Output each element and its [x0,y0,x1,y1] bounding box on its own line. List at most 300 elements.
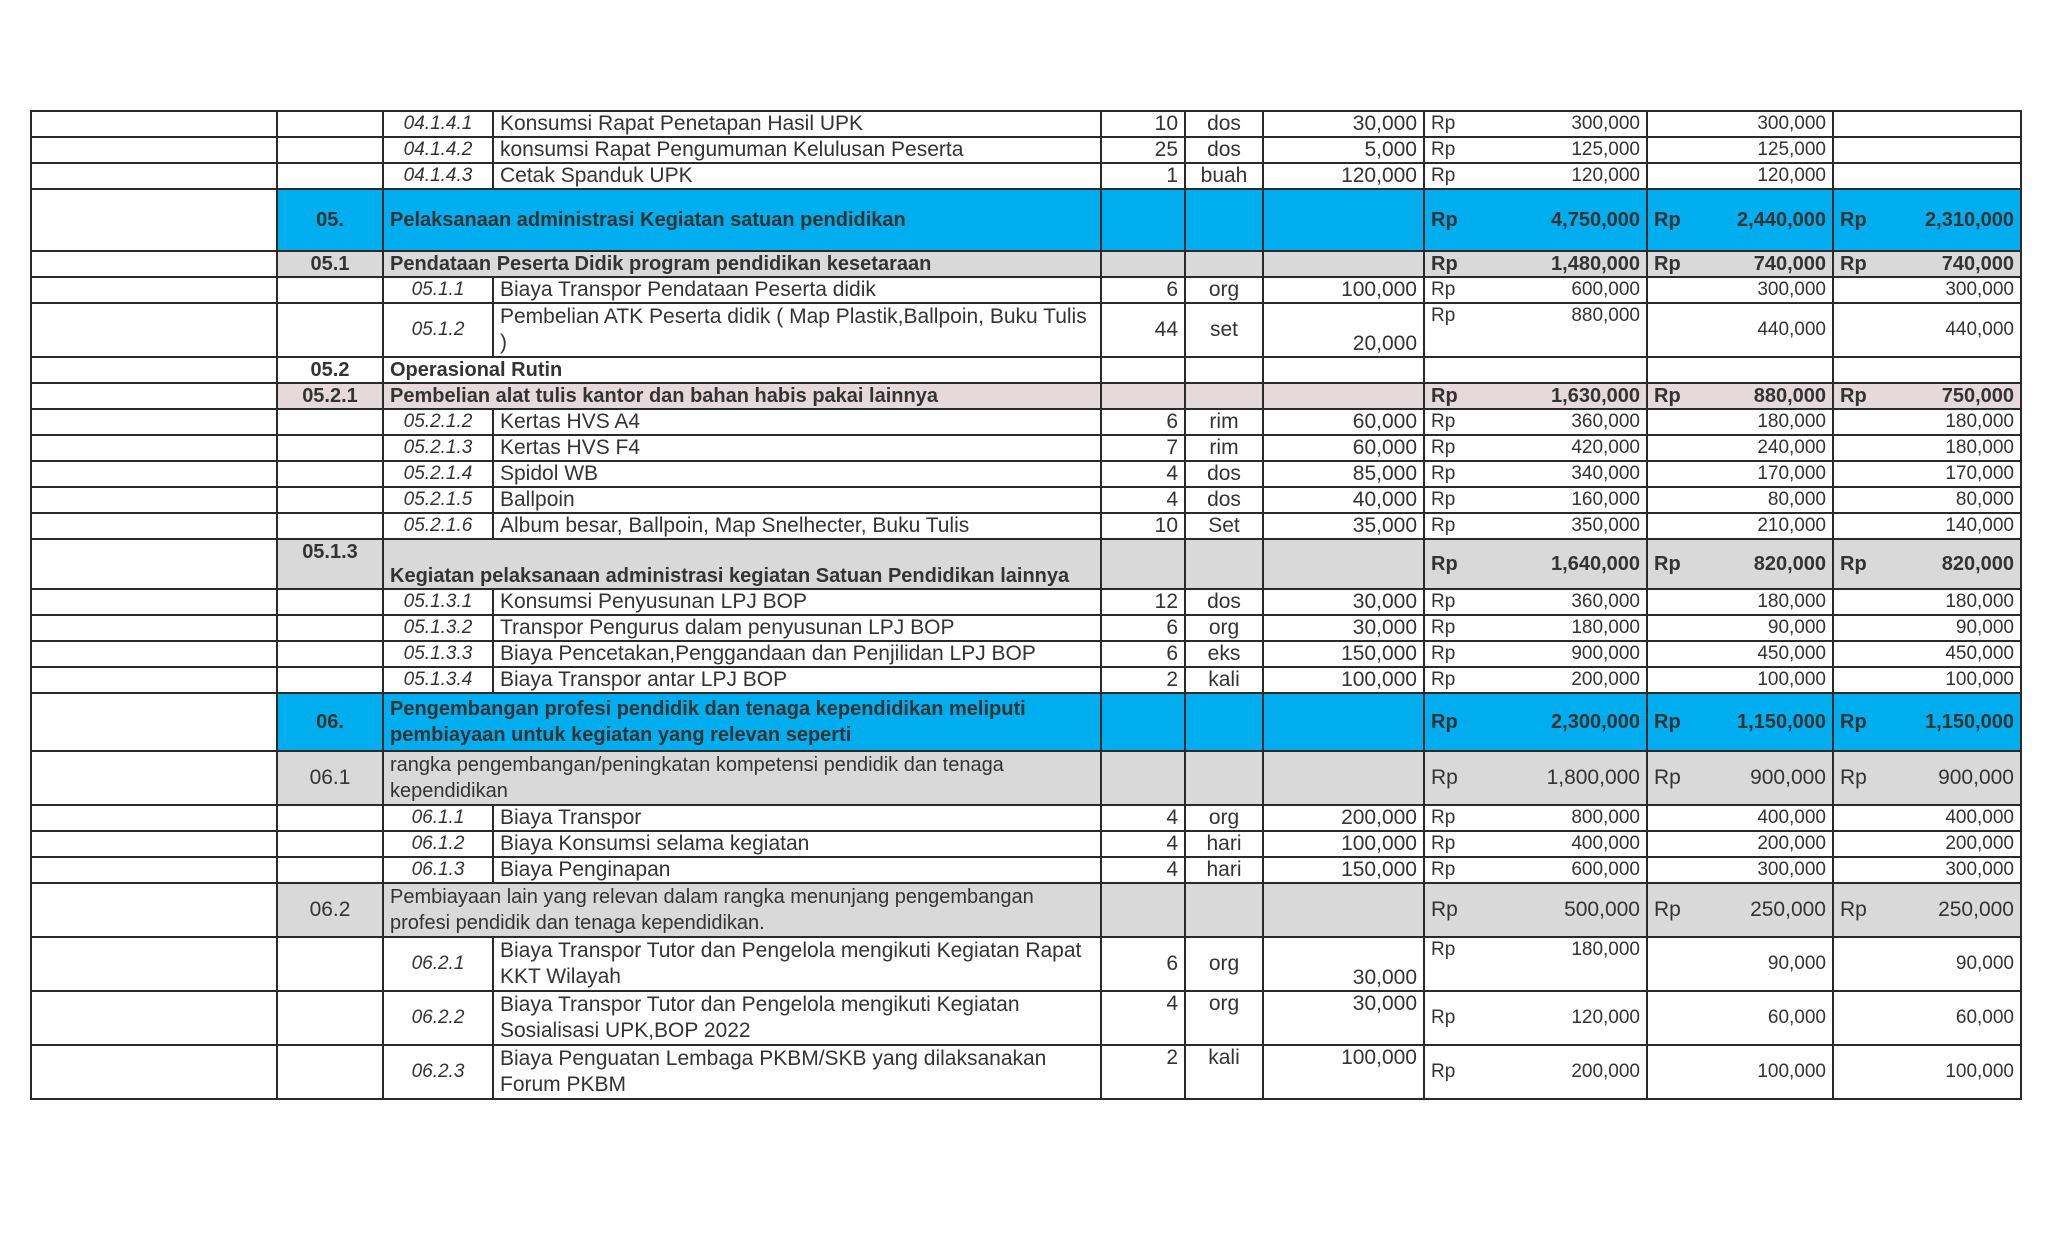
empty-cell [31,1045,277,1099]
item-total [1424,137,1647,163]
amount-col-b: 180,000 [1833,409,2021,435]
item-unit: org [1185,937,1263,991]
total-value: 180,000 [1571,939,1640,960]
item-unit-price: 30,000 [1263,615,1424,641]
section-title: Pengembangan profesi pendidik dan tenaga kependidikan meliputi pembiayaan untuk kegiatan yang relevan seperti [383,693,1101,751]
empty-cell [31,857,277,883]
empty-cell [31,189,277,251]
section-amount-a [1647,751,1833,805]
currency-label: Rp [1431,859,1456,880]
currency-label: Rp [1431,139,1456,160]
table-row [31,189,2021,251]
budget-sheet [30,110,2020,1100]
item-description: Kertas HVS F4 [493,435,1101,461]
total-value: 350,000 [1571,515,1640,536]
item-total [1424,615,1647,641]
empty-cell [31,805,277,831]
item-unit: buah [1185,163,1263,189]
item-code: 04.1.4.1 [383,111,493,137]
item-unit-price: 60,000 [1263,435,1424,461]
amount-col-a: 100,000 [1647,1045,1833,1099]
item-unit-price: 20,000 [1263,303,1424,357]
amount-col-b: 440,000 [1833,303,2021,357]
section-code: 06.1 [277,751,383,805]
amount-col-a: 125,000 [1647,137,1833,163]
item-quantity: 25 [1101,137,1185,163]
empty-cell [1185,693,1263,751]
amount-value: 250,000 [1750,898,1826,921]
amount-value: 820,000 [1753,553,1826,575]
item-quantity: 6 [1101,277,1185,303]
item-code: 05.2.1.5 [383,487,493,513]
item-description: Biaya Penguatan Lembaga PKBM/SKB yang dilaksanakan Forum PKBM [493,1045,1101,1099]
item-code: 05.1.3.1 [383,589,493,615]
item-total [1424,937,1647,991]
item-code: 06.1.1 [383,805,493,831]
section-title: Pelaksanaan administrasi Kegiatan satuan pendidikan [383,189,1101,251]
item-description: Biaya Transpor Tutor dan Pengelola mengikuti Kegiatan Sosialisasi UPK,BOP 2022 [493,991,1101,1045]
empty-cell [31,435,277,461]
amount-col-a: 60,000 [1647,991,1833,1045]
item-total [1424,805,1647,831]
currency-label: Rp [1431,807,1456,828]
item-unit: rim [1185,409,1263,435]
empty-cell [277,1045,383,1099]
amount-col-b: 170,000 [1833,461,2021,487]
amount-value: 740,000 [1753,253,1826,275]
currency-label: Rp [1431,591,1456,612]
amount-col-a: 300,000 [1647,277,1833,303]
total-value: 800,000 [1571,807,1640,828]
item-quantity: 44 [1101,303,1185,357]
item-total [1424,667,1647,693]
item-description: Pembelian ATK Peserta didik ( Map Plastik,Ballpoin, Buku Tulis ) [493,303,1101,357]
amount-col-a: 120,000 [1647,163,1833,189]
empty-cell [277,991,383,1045]
table-row [31,251,2021,277]
item-code: 04.1.4.3 [383,163,493,189]
currency-label: Rp [1431,553,1458,575]
item-total [1424,111,1647,137]
empty-cell [31,277,277,303]
item-quantity: 4 [1101,461,1185,487]
empty-cell [31,487,277,513]
empty-cell [31,461,277,487]
amount-value: 1,150,000 [1925,711,2014,733]
amount-value: 1,150,000 [1737,711,1826,733]
amount-col-b [1833,137,2021,163]
item-quantity: 4 [1101,487,1185,513]
amount-value: 880,000 [1753,385,1826,407]
amount-value: 750,000 [1941,385,2014,407]
empty-cell [31,667,277,693]
item-total [1424,487,1647,513]
amount-value: 2,310,000 [1925,209,2014,231]
item-total [1424,409,1647,435]
table-row [31,137,2021,163]
empty-cell [1101,189,1185,251]
empty-cell [277,937,383,991]
item-unit: org [1185,615,1263,641]
item-total [1424,513,1647,539]
table-row [31,693,2021,751]
section-title: Pembelian alat tulis kantor dan bahan habis pakai lainnya [383,383,1101,409]
empty-cell [1263,251,1424,277]
empty-cell [1101,251,1185,277]
currency-label: Rp [1840,385,1867,407]
table-row [31,589,2021,615]
total-value: 125,000 [1571,139,1640,160]
amount-col-a: 450,000 [1647,641,1833,667]
item-code: 06.2.1 [383,937,493,991]
empty-cell [277,615,383,641]
item-code: 05.1.3.3 [383,641,493,667]
amount-col-a: 200,000 [1647,831,1833,857]
amount-value: 1,800,000 [1546,766,1640,789]
item-unit-price: 35,000 [1263,513,1424,539]
amount-col-a: 90,000 [1647,937,1833,991]
item-unit: dos [1185,137,1263,163]
amount-col-b: 180,000 [1833,435,2021,461]
currency-label: Rp [1431,253,1458,275]
item-total [1424,461,1647,487]
empty-cell [1185,357,1263,383]
currency-label: Rp [1431,385,1458,407]
item-description: Biaya Transpor Pendataan Peserta didik [493,277,1101,303]
total-value: 360,000 [1571,591,1640,612]
item-unit-price: 100,000 [1263,1045,1424,1099]
empty-cell [277,111,383,137]
item-quantity: 4 [1101,831,1185,857]
section-code: 06. [277,693,383,751]
amount-col-a: 400,000 [1647,805,1833,831]
item-code: 05.2.1.2 [383,409,493,435]
empty-cell [31,111,277,137]
item-unit-price: 100,000 [1263,667,1424,693]
table-row [31,487,2021,513]
total-value: 200,000 [1571,1061,1640,1082]
item-description: Biaya Konsumsi selama kegiatan [493,831,1101,857]
amount-value: 900,000 [1750,766,1826,789]
table-row [31,461,2021,487]
empty-cell [1101,693,1185,751]
amount-value: 820,000 [1941,553,2014,575]
currency-label: Rp [1654,898,1681,921]
empty-cell [31,751,277,805]
section-total [1424,383,1647,409]
item-quantity: 6 [1101,409,1185,435]
empty-cell [1424,357,1647,383]
table-row [31,641,2021,667]
table-row [31,277,2021,303]
total-value: 120,000 [1571,1007,1640,1028]
amount-col-b: 100,000 [1833,667,2021,693]
currency-label: Rp [1654,385,1681,407]
currency-label: Rp [1654,209,1681,231]
currency-label: Rp [1431,766,1458,789]
empty-cell [1263,189,1424,251]
item-quantity: 6 [1101,641,1185,667]
total-value: 120,000 [1571,165,1640,186]
item-description: Kertas HVS A4 [493,409,1101,435]
item-quantity: 10 [1101,513,1185,539]
empty-cell [277,513,383,539]
total-value: 360,000 [1571,411,1640,432]
section-amount-b [1833,383,2021,409]
section-title: rangka pengembangan/peningkatan kompetensi pendidik dan tenaga kependidikan [383,751,1101,805]
section-amount-a [1647,251,1833,277]
empty-cell [31,883,277,937]
empty-cell [277,435,383,461]
amount-col-a: 240,000 [1647,435,1833,461]
currency-label: Rp [1431,1007,1456,1028]
item-code: 06.1.3 [383,857,493,883]
empty-cell [277,641,383,667]
total-value: 880,000 [1571,305,1640,326]
item-unit: kali [1185,667,1263,693]
amount-col-a: 90,000 [1647,615,1833,641]
table-row [31,831,2021,857]
currency-label: Rp [1654,766,1681,789]
section-amount-a [1647,883,1833,937]
section-total [1424,251,1647,277]
item-description: Album besar, Ballpoin, Map Snelhecter, Buku Tulis [493,513,1101,539]
item-total [1424,163,1647,189]
item-unit: org [1185,805,1263,831]
empty-cell [31,303,277,357]
amount-col-b: 200,000 [1833,831,2021,857]
item-unit: set [1185,303,1263,357]
item-description: Konsumsi Penyusunan LPJ BOP [493,589,1101,615]
item-total [1424,277,1647,303]
amount-value: 1,640,000 [1551,553,1640,575]
empty-cell [1185,251,1263,277]
table-row [31,667,2021,693]
empty-cell [31,251,277,277]
item-code: 05.1.3.2 [383,615,493,641]
item-unit-price: 40,000 [1263,487,1424,513]
empty-cell [1263,883,1424,937]
item-quantity: 1 [1101,163,1185,189]
table-row [31,111,2021,137]
empty-cell [1263,539,1424,589]
item-unit: dos [1185,111,1263,137]
total-value: 420,000 [1571,437,1640,458]
currency-label: Rp [1840,253,1867,275]
item-description: Biaya Transpor Tutor dan Pengelola mengikuti Kegiatan Rapat KKT Wilayah [493,937,1101,991]
table-row [31,357,2021,383]
empty-cell [1185,539,1263,589]
item-total [1424,991,1647,1045]
item-code: 05.2.1.6 [383,513,493,539]
amount-value: 4,750,000 [1551,209,1640,231]
item-quantity: 6 [1101,937,1185,991]
amount-col-b [1833,111,2021,137]
total-value: 160,000 [1571,489,1640,510]
item-code: 04.1.4.2 [383,137,493,163]
empty-cell [1185,883,1263,937]
amount-col-b [1833,163,2021,189]
empty-cell [277,487,383,513]
section-amount-a [1647,383,1833,409]
currency-label: Rp [1431,305,1456,326]
table-row [31,615,2021,641]
section-code: 06.2 [277,883,383,937]
item-quantity: 4 [1101,805,1185,831]
amount-value: 900,000 [1938,766,2014,789]
total-value: 400,000 [1571,833,1640,854]
item-unit: org [1185,991,1263,1045]
section-amount-a [1647,189,1833,251]
empty-cell [31,357,277,383]
amount-col-a: 100,000 [1647,667,1833,693]
item-unit: org [1185,277,1263,303]
section-total [1424,189,1647,251]
item-unit: rim [1185,435,1263,461]
empty-cell [31,409,277,435]
item-quantity: 7 [1101,435,1185,461]
currency-label: Rp [1654,253,1681,275]
section-code: 05.1.3 [277,539,383,589]
currency-label: Rp [1840,711,1867,733]
empty-cell [31,137,277,163]
item-code: 05.2.1.4 [383,461,493,487]
section-total [1424,539,1647,589]
currency-label: Rp [1431,669,1456,690]
empty-cell [1101,883,1185,937]
total-value: 600,000 [1571,859,1640,880]
section-total [1424,751,1647,805]
total-value: 600,000 [1571,279,1640,300]
currency-label: Rp [1840,898,1867,921]
amount-value: 2,440,000 [1737,209,1826,231]
item-unit: hari [1185,831,1263,857]
item-unit: hari [1185,857,1263,883]
empty-cell [1101,383,1185,409]
currency-label: Rp [1431,279,1456,300]
amount-col-a: 300,000 [1647,111,1833,137]
item-unit: dos [1185,461,1263,487]
table-row [31,937,2021,991]
item-code: 05.1.2 [383,303,493,357]
section-total [1424,883,1647,937]
item-unit-price: 30,000 [1263,111,1424,137]
amount-value: 1,630,000 [1551,385,1640,407]
item-unit-price: 85,000 [1263,461,1424,487]
empty-cell [31,539,277,589]
item-description: Biaya Transpor antar LPJ BOP [493,667,1101,693]
item-quantity: 4 [1101,991,1185,1045]
item-total [1424,1045,1647,1099]
table-row [31,513,2021,539]
currency-label: Rp [1431,411,1456,432]
table-row [31,857,2021,883]
currency-label: Rp [1431,939,1456,960]
item-code: 06.1.2 [383,831,493,857]
section-code: 05.2 [277,357,383,383]
amount-value: 250,000 [1938,898,2014,921]
empty-cell [1101,357,1185,383]
amount-col-b: 180,000 [1833,589,2021,615]
item-total [1424,831,1647,857]
section-amount-a [1647,693,1833,751]
amount-col-b: 90,000 [1833,937,2021,991]
section-title: Pembiayaan lain yang relevan dalam rangka menunjang pengembangan profesi pendidik dan tenaga kependidikan. [383,883,1101,937]
item-unit: dos [1185,589,1263,615]
amount-col-b: 450,000 [1833,641,2021,667]
currency-label: Rp [1431,1061,1456,1082]
item-code: 05.1.3.4 [383,667,493,693]
item-quantity: 2 [1101,1045,1185,1099]
currency-label: Rp [1654,553,1681,575]
section-amount-b [1833,189,2021,251]
total-value: 900,000 [1571,643,1640,664]
amount-value: 2,300,000 [1551,711,1640,733]
section-total [1424,693,1647,751]
currency-label: Rp [1431,113,1456,134]
section-amount-b [1833,251,2021,277]
item-total [1424,303,1647,357]
amount-col-a: 440,000 [1647,303,1833,357]
empty-cell [277,137,383,163]
amount-col-b: 90,000 [1833,615,2021,641]
currency-label: Rp [1431,515,1456,536]
empty-cell [277,409,383,435]
empty-cell [1263,693,1424,751]
amount-col-a: 170,000 [1647,461,1833,487]
amount-col-a: 180,000 [1647,589,1833,615]
currency-label: Rp [1431,711,1458,733]
item-code: 05.1.1 [383,277,493,303]
item-quantity: 4 [1101,857,1185,883]
item-description: Cetak Spanduk UPK [493,163,1101,189]
item-unit-price: 100,000 [1263,277,1424,303]
empty-cell [277,857,383,883]
empty-cell [1263,357,1424,383]
amount-value: 740,000 [1941,253,2014,275]
amount-col-a: 180,000 [1647,409,1833,435]
currency-label: Rp [1840,209,1867,231]
empty-cell [1263,751,1424,805]
currency-label: Rp [1431,437,1456,458]
section-title: Operasional Rutin [383,357,1101,383]
total-value: 340,000 [1571,463,1640,484]
empty-cell [31,937,277,991]
table-row [31,383,2021,409]
currency-label: Rp [1431,833,1456,854]
item-unit-price: 150,000 [1263,857,1424,883]
amount-col-b: 300,000 [1833,857,2021,883]
empty-cell [31,513,277,539]
item-quantity: 12 [1101,589,1185,615]
empty-cell [31,383,277,409]
item-total [1424,641,1647,667]
item-unit-price: 150,000 [1263,641,1424,667]
amount-col-b: 300,000 [1833,277,2021,303]
item-description: konsumsi Rapat Pengumuman Kelulusan Peserta [493,137,1101,163]
item-unit-price: 60,000 [1263,409,1424,435]
empty-cell [1185,751,1263,805]
section-amount-a [1647,539,1833,589]
item-description: Biaya Transpor [493,805,1101,831]
item-unit-price: 30,000 [1263,589,1424,615]
empty-cell [1185,189,1263,251]
currency-label: Rp [1431,489,1456,510]
table-row [31,303,2021,357]
item-quantity: 10 [1101,111,1185,137]
empty-cell [31,615,277,641]
empty-cell [277,831,383,857]
